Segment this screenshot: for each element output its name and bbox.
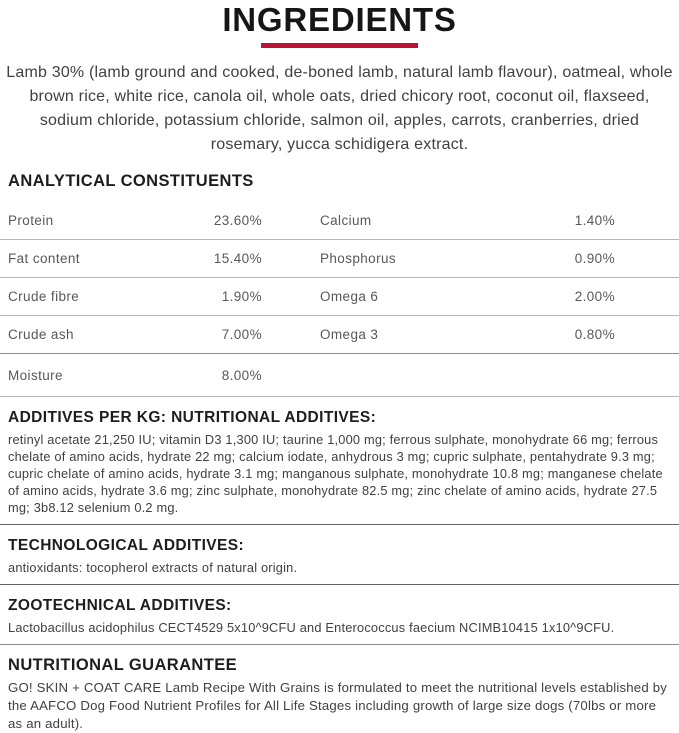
nutrient-label: Omega 3 xyxy=(320,327,379,342)
nutrient-label: Crude fibre xyxy=(8,289,80,304)
analytical-constituents-heading: ANALYTICAL CONSTITUENTS xyxy=(8,172,254,190)
section-divider xyxy=(0,584,679,585)
nutrient-label: Omega 6 xyxy=(320,289,379,304)
nutrient-value: 23.60% xyxy=(213,213,262,228)
nutrient-label: Moisture xyxy=(8,367,63,383)
table-row xyxy=(0,202,679,239)
nutritional-guarantee-text: GO! SKIN + COAT CARE Lamb Recipe With Grains is formulated to meet the nutritional levels established by the AAFCO Dog Food Nutrient Profiles for All Life Stages including growth of large size dogs (70lbs or more as an adult). xyxy=(8,680,668,731)
nutrient-value: 7.00% xyxy=(221,327,262,342)
nutrient-value: 1.40% xyxy=(574,213,615,228)
nutrient-label: Calcium xyxy=(320,213,372,228)
nutritional-additives-text: retinyl acetate 21,250 IU; vitamin D3 1,300 IU; taurine 1,000 mg; ferrous sulphate, monohydrate 66 mg; ferrous chelate of amino acids, hydrate 22 mg; calcium iodate, anhydrous 3 mg; cupric sulphate, pentahydrate 9.3 mg; cupric chelate of amino acids, hydrate 3.1 mg; manganous sulphate, monohydrate 10.8 mg; manganese chelate of amino acids, hydrate 3.6 mg; zinc sulphate, monohydrate 82.5 mg; zinc chelate of amino acids, hydrate 27.5 mg; 3b8.12 selenium 0.2 mg. xyxy=(8,432,663,515)
ingredients-paragraph: Lamb 30% (lamb ground and cooked, de-boned lamb, natural lamb flavour), oatmeal, whole brown rice, white rice, canola oil, whole oats, dried chicory root, coconut oil, flaxseed, sodium chloride, potassium chloride, salmon oil, apples, carrots, cranberries, dried rosemary, yucca schidigera extract. xyxy=(6,64,673,153)
analytical-constituents-table xyxy=(0,202,679,396)
nutrient-label: Fat content xyxy=(8,251,80,266)
zootechnical-additives-text: Lactobacillus acidophilus CECT4529 5x10^9CFU and Enterococcus faecium NCIMB10415 1x10^9CFU. xyxy=(8,620,615,635)
section-divider xyxy=(0,396,679,397)
technological-additives-heading: TECHNOLOGICAL ADDITIVES: xyxy=(8,537,245,554)
section-divider xyxy=(0,524,679,525)
title-accent-bar xyxy=(261,43,418,48)
nutrient-label: Protein xyxy=(8,213,54,228)
label-header xyxy=(0,0,679,48)
nutrient-label: Phosphorus xyxy=(320,251,397,266)
table-row xyxy=(0,240,679,277)
nutrient-value: 8.00% xyxy=(221,367,262,383)
section-divider xyxy=(0,644,679,645)
nutrient-value: 0.90% xyxy=(574,251,615,266)
zootechnical-additives-heading: ZOOTECHNICAL ADDITIVES: xyxy=(8,597,232,614)
table-row xyxy=(0,354,679,396)
nutritional-additives-heading: ADDITIVES PER KG: NUTRITIONAL ADDITIVES: xyxy=(8,409,377,426)
page-title: INGREDIENTS xyxy=(222,1,457,38)
table-row xyxy=(0,278,679,315)
nutrient-label: Crude ash xyxy=(8,327,74,342)
nutrient-value: 1.90% xyxy=(221,289,262,304)
nutrient-value: 2.00% xyxy=(574,289,615,304)
table-row xyxy=(0,316,679,353)
nutritional-guarantee-heading: NUTRITIONAL GUARANTEE xyxy=(8,656,238,674)
nutrient-value: 0.80% xyxy=(574,327,615,342)
technological-additives-text: antioxidants: tocopherol extracts of natural origin. xyxy=(8,560,298,575)
nutrient-value: 15.40% xyxy=(213,251,262,266)
